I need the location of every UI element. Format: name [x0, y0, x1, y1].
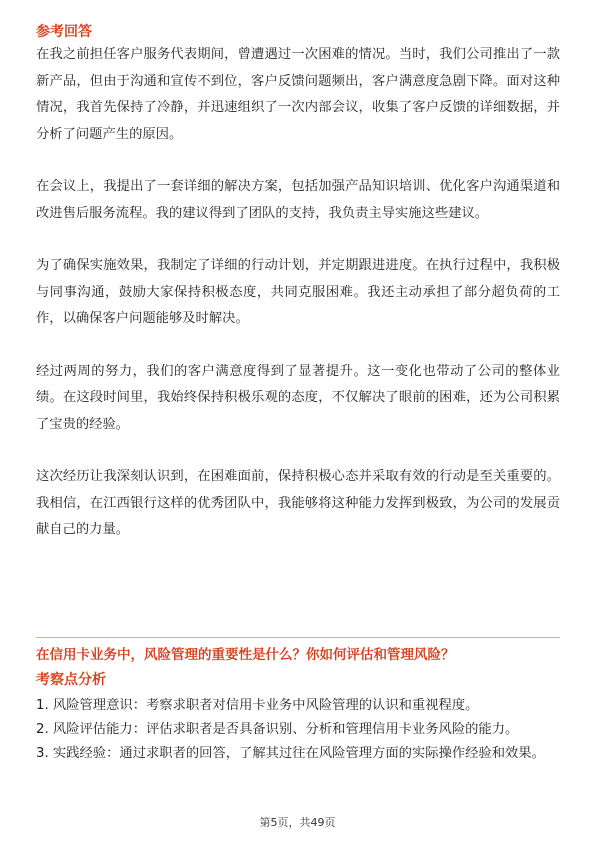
analysis-section — [36, 670, 560, 766]
reference-answer-section — [36, 22, 560, 544]
analysis-item-1: 1. 风险管理意识：考察求职者对信用卡业务中风险管理的认识和重视程度。 — [36, 698, 479, 713]
analysis-item-3: 3. 实践经验：通过求职者的回答，了解其过往在风险管理方面的实际操作经验和效果。 — [36, 746, 545, 761]
answer-paragraph-2: 在会议上，我提出了一套详细的解决方案，包括加强产品知识培训、优化客户沟通渠道和改进售后服务流程。我的建议得到了团队的支持，我负责主导实施这些建议。 — [36, 179, 560, 221]
question-title: 在信用卡业务中，风险管理的重要性是什么？你如何评估和管理风险？ — [36, 647, 455, 663]
answer-paragraph-4: 经过两周的努力，我们的客户满意度得到了显著提升。这一变化也带动了公司的整体业绩。在这段时间里，我始终保持积极乐观的态度，不仅解决了眼前的困难，还为公司积累了宝贵的经验。 — [36, 363, 560, 432]
answer-paragraph-3: 为了确保实施效果，我制定了详细的行动计划，并定期跟进进度。在执行过程中，我积极与同事沟通，鼓励大家保持积极态度，共同克服困难。我还主动承担了部分超负荷的工作，以确保客户问题能够及时解决。 — [36, 258, 560, 326]
section-divider — [36, 637, 560, 638]
reference-answer-heading: 参考回答 — [36, 24, 92, 40]
analysis-heading: 考察点分析 — [36, 672, 106, 688]
answer-paragraph-5: 这次经历让我深刻认识到，在困难面前，保持积极心态并采取有效的行动是至关重要的。我相信，在江西银行这样的优秀团队中，我能够将这种能力发挥到极致，为公司的发展贡献自己的力量。 — [36, 469, 560, 537]
page-number: 第5页，共49页 — [259, 816, 336, 829]
analysis-item-2: 2. 风险评估能力：评估求职者是否具备识别、分析和管理信用卡业务风险的能力。 — [36, 722, 519, 737]
answer-paragraph-1: 在我之前担任客户服务代表期间，曾遭遇过一次困难的情况。当时，我们公司推出了一款新产品，但由于沟通和宣传不到位，客户反馈问题频出，客户满意度急剧下降。面对这种情况，我首先保持了冷静，并迅速组织了一次内部会议，收集了客户反馈的详细数据，并分析了问题产生的原因。 — [36, 47, 560, 142]
